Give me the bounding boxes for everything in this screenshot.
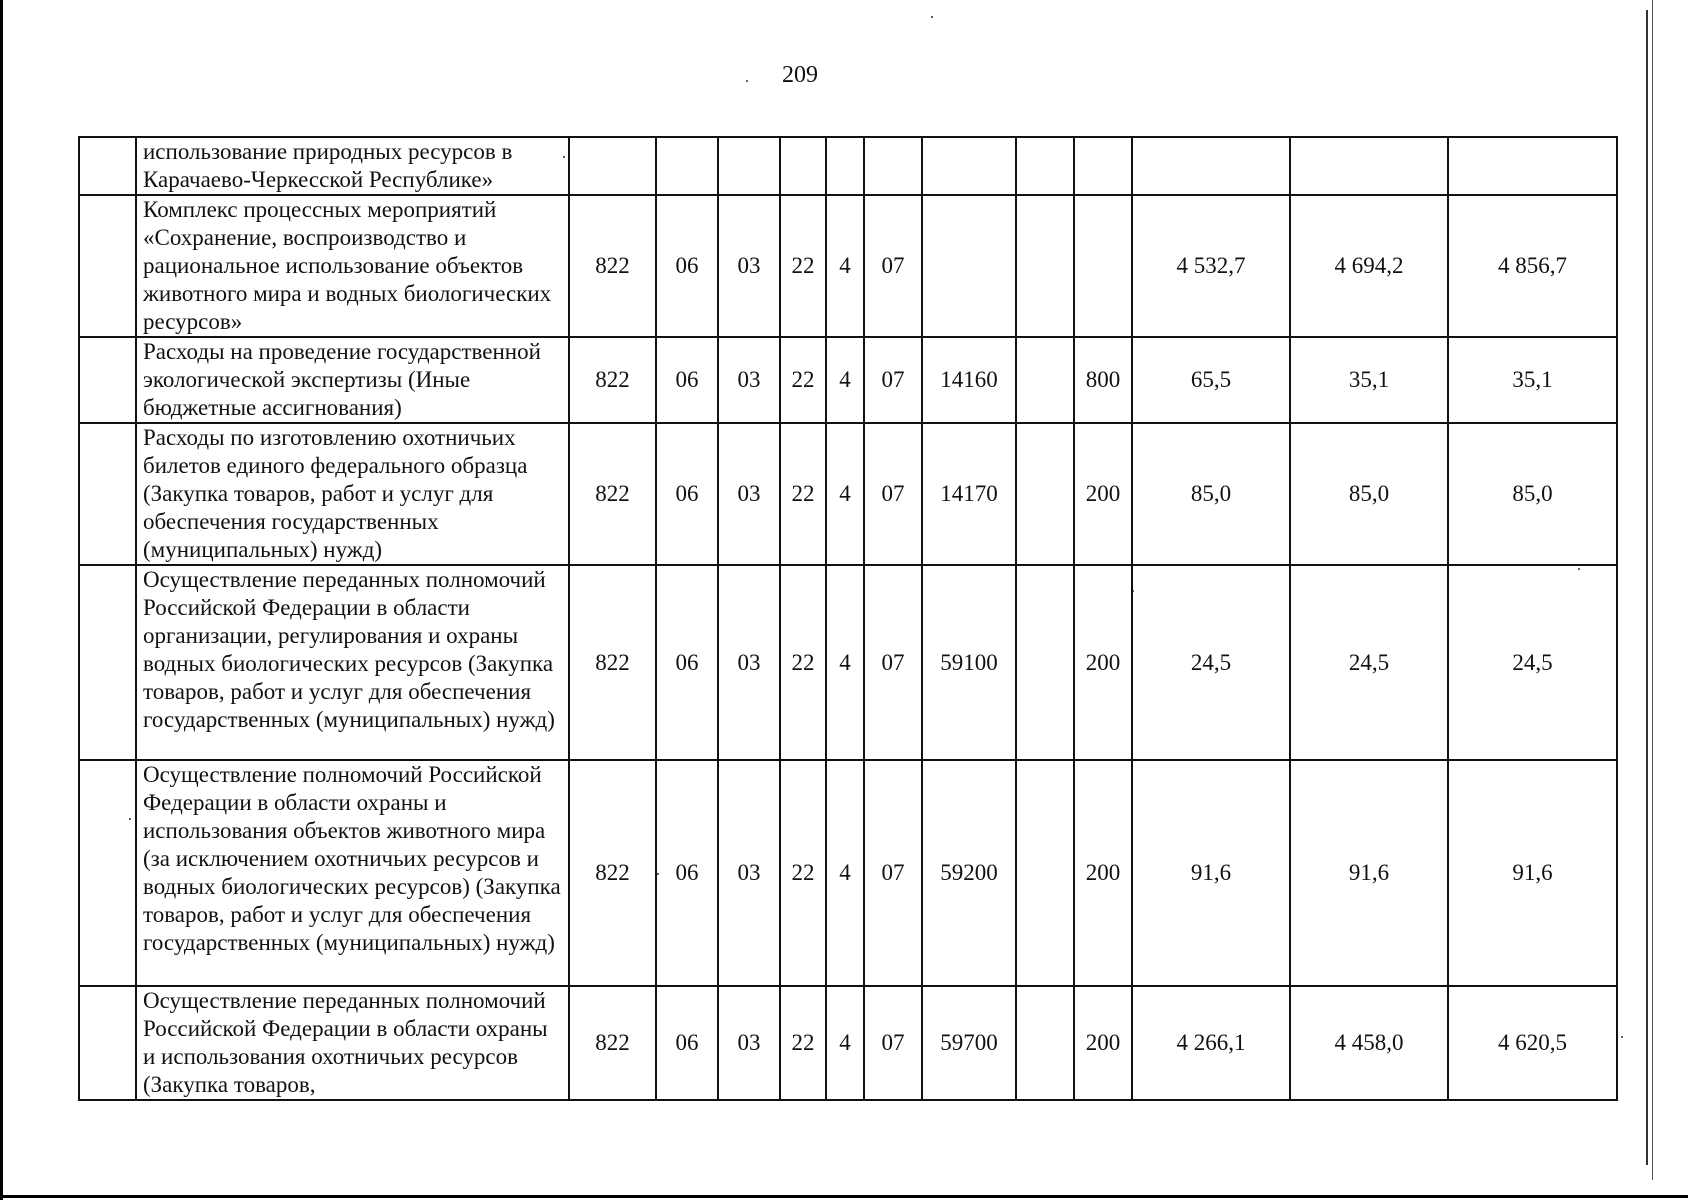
amount-year-2-cell: 91,6	[1290, 760, 1448, 986]
table-row	[79, 986, 1617, 1100]
table-row	[79, 565, 1617, 760]
description-cell: Расходы по изготовлению охотничьих билетов единого федерального образца (Закупка товаров, работ и услуг для обеспечения государственных (муниципальных) нужд)	[136, 423, 569, 565]
page-number: 209	[782, 62, 818, 88]
program-code-cell: 22	[780, 195, 826, 337]
description-cell: Комплекс процессных мероприятий «Сохранение, воспроизводство и рациональное использование объектов животного мира и водных биологических ресурсов»	[136, 195, 569, 337]
section-code-cell: 06	[656, 565, 718, 760]
row-number-cell	[79, 423, 136, 565]
amount-year-1-cell: 4 266,1	[1132, 986, 1290, 1100]
subsection-code-cell	[718, 137, 780, 195]
expense-type-cell	[1074, 195, 1132, 337]
expense-type-cell: 200	[1074, 565, 1132, 760]
structural-element-cell: 07	[864, 337, 922, 423]
subsection-code-cell: 03	[718, 195, 780, 337]
expense-type-cell: 200	[1074, 986, 1132, 1100]
section-code-cell: 06	[656, 337, 718, 423]
budget-table	[78, 136, 1618, 1101]
subprogram-type-cell: 4	[826, 423, 864, 565]
expense-type-cell: 800	[1074, 337, 1132, 423]
row-number-cell	[79, 565, 136, 760]
subsection-code-cell: 03	[718, 565, 780, 760]
empty-cell	[1016, 423, 1074, 565]
subsection-code-cell: 03	[718, 760, 780, 986]
scan-bottom-border	[0, 1195, 1688, 1198]
amount-year-1-cell: 91,6	[1132, 760, 1290, 986]
scan-speck	[1621, 1036, 1623, 1038]
scan-speck	[931, 16, 933, 18]
amount-year-1-cell: 85,0	[1132, 423, 1290, 565]
program-code-cell	[780, 137, 826, 195]
scan-right-border-outer	[1652, 0, 1653, 1180]
ministry-code-cell: 822	[569, 195, 656, 337]
expense-direction-cell: 59700	[922, 986, 1016, 1100]
empty-cell	[1016, 337, 1074, 423]
scan-left-border	[0, 0, 3, 1200]
empty-cell	[1016, 195, 1074, 337]
subprogram-type-cell: 4	[826, 760, 864, 986]
amount-year-3-cell: 24,5	[1448, 565, 1617, 760]
amount-year-3-cell: 4 620,5	[1448, 986, 1617, 1100]
subprogram-type-cell: 4	[826, 195, 864, 337]
section-code-cell: 06	[656, 423, 718, 565]
empty-cell	[1016, 986, 1074, 1100]
description-cell: Осуществление переданных полномочий Российской Федерации в области охраны и использования охотничьих ресурсов (Закупка товаров,	[136, 986, 569, 1100]
amount-year-3-cell: 85,0	[1448, 423, 1617, 565]
description-cell: Осуществление полномочий Российской Федерации в области охраны и использования объектов животного мира (за исключением охотничьих ресурсов и водных биологических ресурсов) (Закупка товаров, работ и услуг для обеспечения государственных (муниципальных) нужд)	[136, 760, 569, 986]
empty-cell	[1016, 565, 1074, 760]
expense-direction-cell	[922, 137, 1016, 195]
ministry-code-cell: 822	[569, 423, 656, 565]
amount-year-1-cell: 24,5	[1132, 565, 1290, 760]
row-number-cell	[79, 137, 136, 195]
program-code-cell: 22	[780, 565, 826, 760]
amount-year-2-cell: 24,5	[1290, 565, 1448, 760]
section-code-cell: 06	[656, 986, 718, 1100]
structural-element-cell: 07	[864, 760, 922, 986]
ministry-code-cell: 822	[569, 986, 656, 1100]
row-number-cell	[79, 337, 136, 423]
row-number-cell	[79, 760, 136, 986]
expense-direction-cell	[922, 195, 1016, 337]
amount-year-1-cell: 65,5	[1132, 337, 1290, 423]
program-code-cell: 22	[780, 423, 826, 565]
amount-year-2-cell: 4 694,2	[1290, 195, 1448, 337]
table-row	[79, 337, 1617, 423]
subprogram-type-cell: 4	[826, 337, 864, 423]
empty-cell	[1016, 137, 1074, 195]
table-row	[79, 760, 1617, 986]
amount-year-3-cell: 35,1	[1448, 337, 1617, 423]
row-number-cell	[79, 986, 136, 1100]
subsection-code-cell: 03	[718, 986, 780, 1100]
section-code-cell: 06	[656, 760, 718, 986]
amount-year-2-cell: 4 458,0	[1290, 986, 1448, 1100]
amount-year-2-cell: 85,0	[1290, 423, 1448, 565]
structural-element-cell: 07	[864, 986, 922, 1100]
structural-element-cell: 07	[864, 423, 922, 565]
table-row	[79, 195, 1617, 337]
ministry-code-cell: 822	[569, 565, 656, 760]
expense-type-cell: 200	[1074, 423, 1132, 565]
expense-direction-cell: 59100	[922, 565, 1016, 760]
ministry-code-cell: 822	[569, 337, 656, 423]
program-code-cell: 22	[780, 337, 826, 423]
subsection-code-cell: 03	[718, 423, 780, 565]
expense-direction-cell: 59200	[922, 760, 1016, 986]
structural-element-cell: 07	[864, 565, 922, 760]
amount-year-1-cell	[1132, 137, 1290, 195]
row-number-cell	[79, 195, 136, 337]
expense-direction-cell: 14160	[922, 337, 1016, 423]
description-cell: Расходы на проведение государственной экологической экспертизы (Иные бюджетные ассигнования)	[136, 337, 569, 423]
amount-year-2-cell	[1290, 137, 1448, 195]
ministry-code-cell	[569, 137, 656, 195]
amount-year-3-cell: 4 856,7	[1448, 195, 1617, 337]
expense-type-cell: 200	[1074, 760, 1132, 986]
expense-type-cell	[1074, 137, 1132, 195]
empty-cell	[1016, 760, 1074, 986]
amount-year-3-cell	[1448, 137, 1617, 195]
program-code-cell: 22	[780, 760, 826, 986]
section-code-cell: 06	[656, 195, 718, 337]
table-body	[79, 137, 1617, 1100]
subsection-code-cell: 03	[718, 337, 780, 423]
description-cell: использование природных ресурсов в Карачаево-Черкесской Республике»	[136, 137, 569, 195]
scan-right-border	[1646, 10, 1648, 1165]
expense-direction-cell: 14170	[922, 423, 1016, 565]
description-cell: Осуществление переданных полномочий Российской Федерации в области организации, регулирования и охраны водных биологических ресурсов (Закупка товаров, работ и услуг для обеспечения государственных (муниципальных) нужд)	[136, 565, 569, 760]
structural-element-cell: 07	[864, 195, 922, 337]
table-row	[79, 423, 1617, 565]
subprogram-type-cell: 4	[826, 565, 864, 760]
ministry-code-cell: 822	[569, 760, 656, 986]
amount-year-1-cell: 4 532,7	[1132, 195, 1290, 337]
table-row	[79, 137, 1617, 195]
section-code-cell	[656, 137, 718, 195]
subprogram-type-cell: 4	[826, 986, 864, 1100]
amount-year-2-cell: 35,1	[1290, 337, 1448, 423]
program-code-cell: 22	[780, 986, 826, 1100]
structural-element-cell	[864, 137, 922, 195]
subprogram-type-cell	[826, 137, 864, 195]
amount-year-3-cell: 91,6	[1448, 760, 1617, 986]
